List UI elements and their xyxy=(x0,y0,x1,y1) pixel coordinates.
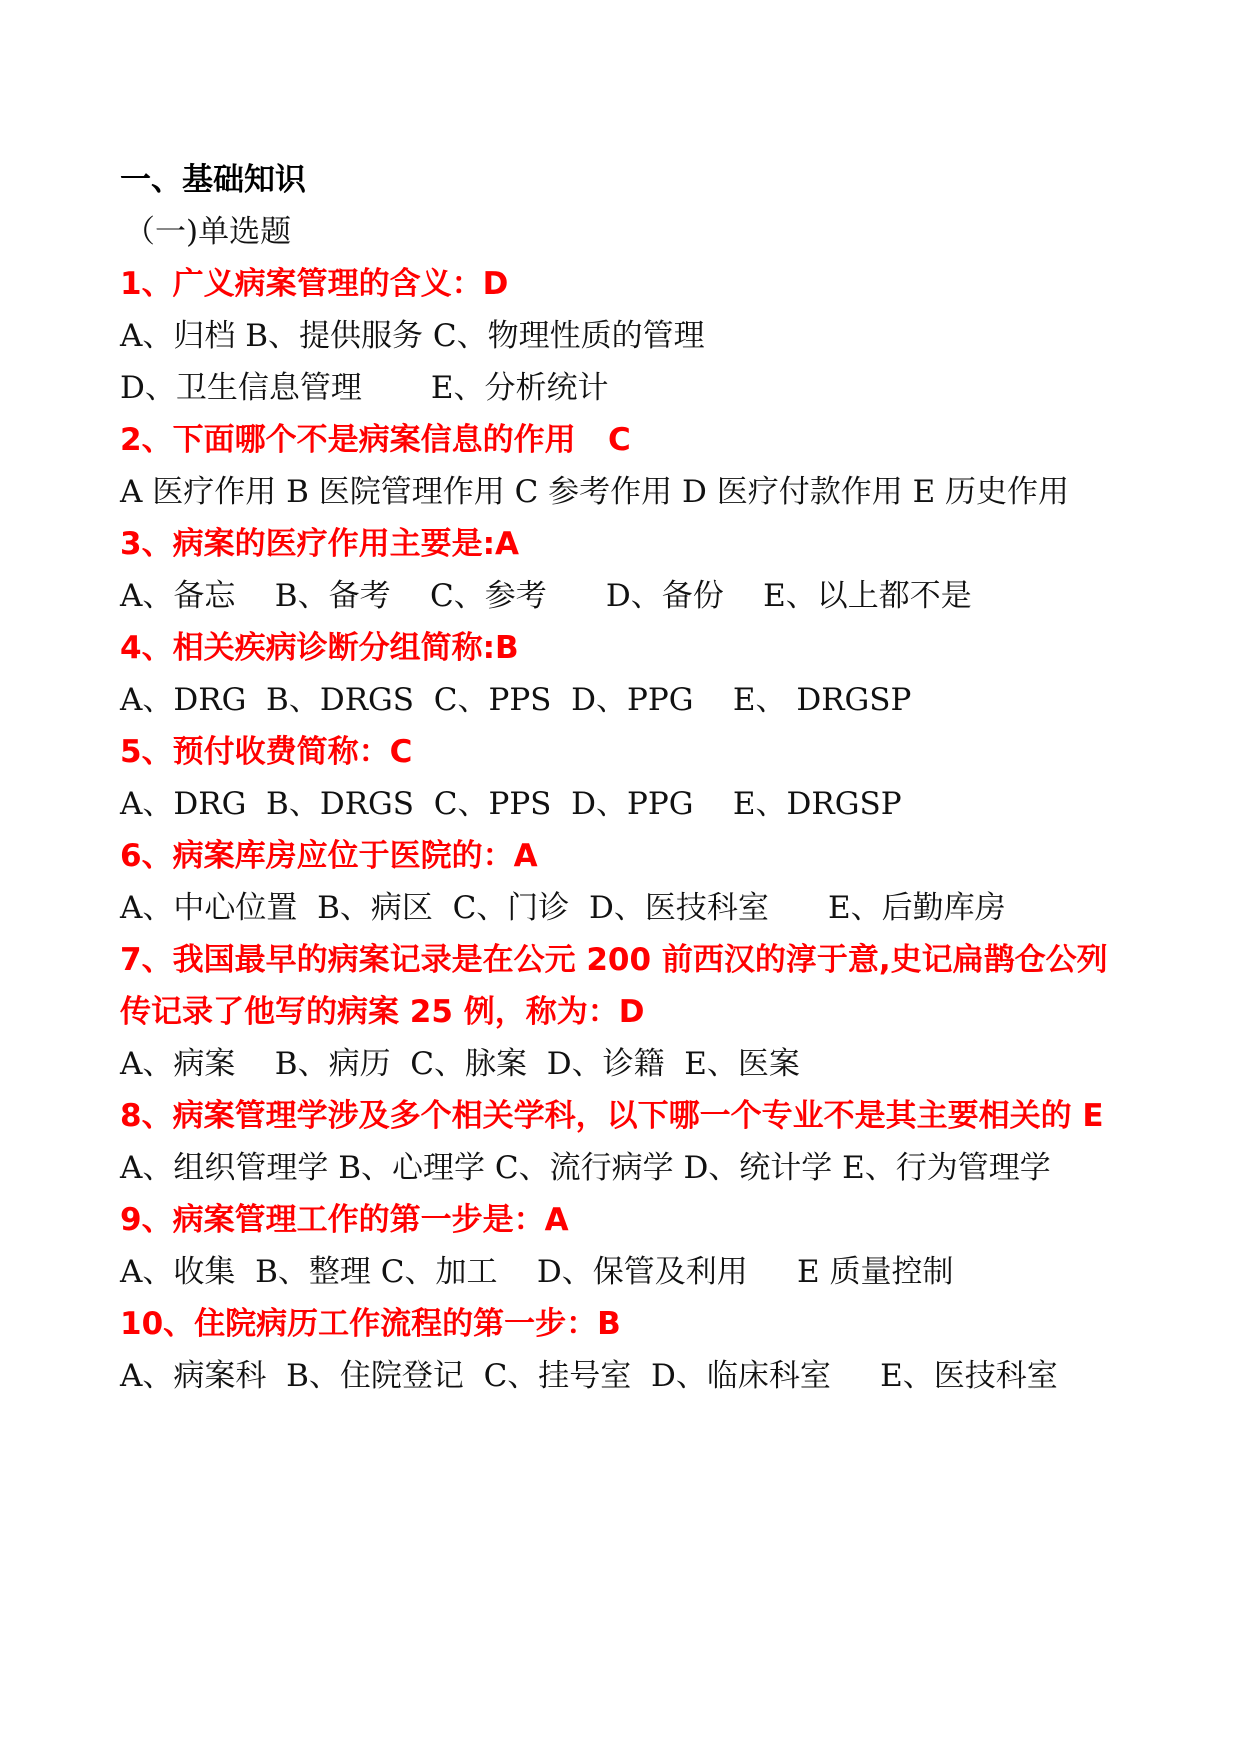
subsection-title: （一)单选题 xyxy=(124,214,292,250)
question-2: 2、下面哪个不是病案信息的作用 C xyxy=(120,422,631,458)
question-8-options: A、组织管理学 B、心理学 C、流行病学 D、统计学 E、行为管理学 xyxy=(120,1150,1051,1186)
question-1-options-line-1: A、归档 B、提供服务 C、物理性质的管理 xyxy=(120,318,705,354)
question-3-options: A、备忘 B、备考 C、参考 D、备份 E、以上都不是 xyxy=(120,578,972,614)
question-7: 7、我国最早的病案记录是在公元 200 前西汉的淳于意,史记扁鹊仓公列传记录了他写的病案 25 例，称为：D xyxy=(120,942,1108,1030)
question-8: 8、病案管理学涉及多个相关学科，以下哪一个专业不是其主要相关的 E xyxy=(120,1098,1104,1134)
question-7-options: A、病案 B、病历 C、脉案 D、诊籍 E、医案 xyxy=(120,1046,800,1082)
question-2-options: A 医疗作用 B 医院管理作用 C 参考作用 D 医疗付款作用 E 历史作用 xyxy=(120,474,1070,510)
question-1-options-line-2: D、卫生信息管理 E、分析统计 xyxy=(120,370,609,406)
question-5: 5、预付收费简称：C xyxy=(120,734,413,770)
question-9: 9、病案管理工作的第一步是：A xyxy=(120,1202,569,1238)
question-9-options: A、收集 B、整理 C、加工 D、保管及利用 E 质量控制 xyxy=(120,1254,954,1290)
question-4: 4、相关疾病诊断分组简称:B xyxy=(120,630,519,666)
question-5-options: A、DRG B、DRGS C、PPS D、PPG E、DRGSP xyxy=(120,786,902,822)
question-4-options: A、DRG B、DRGS C、PPS D、PPG E、 DRGSP xyxy=(120,682,912,718)
question-6-options: A、中心位置 B、病区 C、门诊 D、医技科室 E、后勤库房 xyxy=(120,890,1006,926)
question-1: 1、广义病案管理的含义：D xyxy=(120,266,509,302)
question-10: 10、住院病历工作流程的第一步：B xyxy=(120,1306,621,1342)
section-title: 一、基础知识 xyxy=(120,162,306,198)
question-6: 6、病案库房应位于医院的：A xyxy=(120,838,538,874)
question-10-options: A、病案科 B、住院登记 C、挂号室 D、临床科室 E、医技科室 xyxy=(120,1358,1058,1394)
document-page xyxy=(120,154,1130,1402)
question-3: 3、病案的医疗作用主要是:A xyxy=(120,526,519,562)
